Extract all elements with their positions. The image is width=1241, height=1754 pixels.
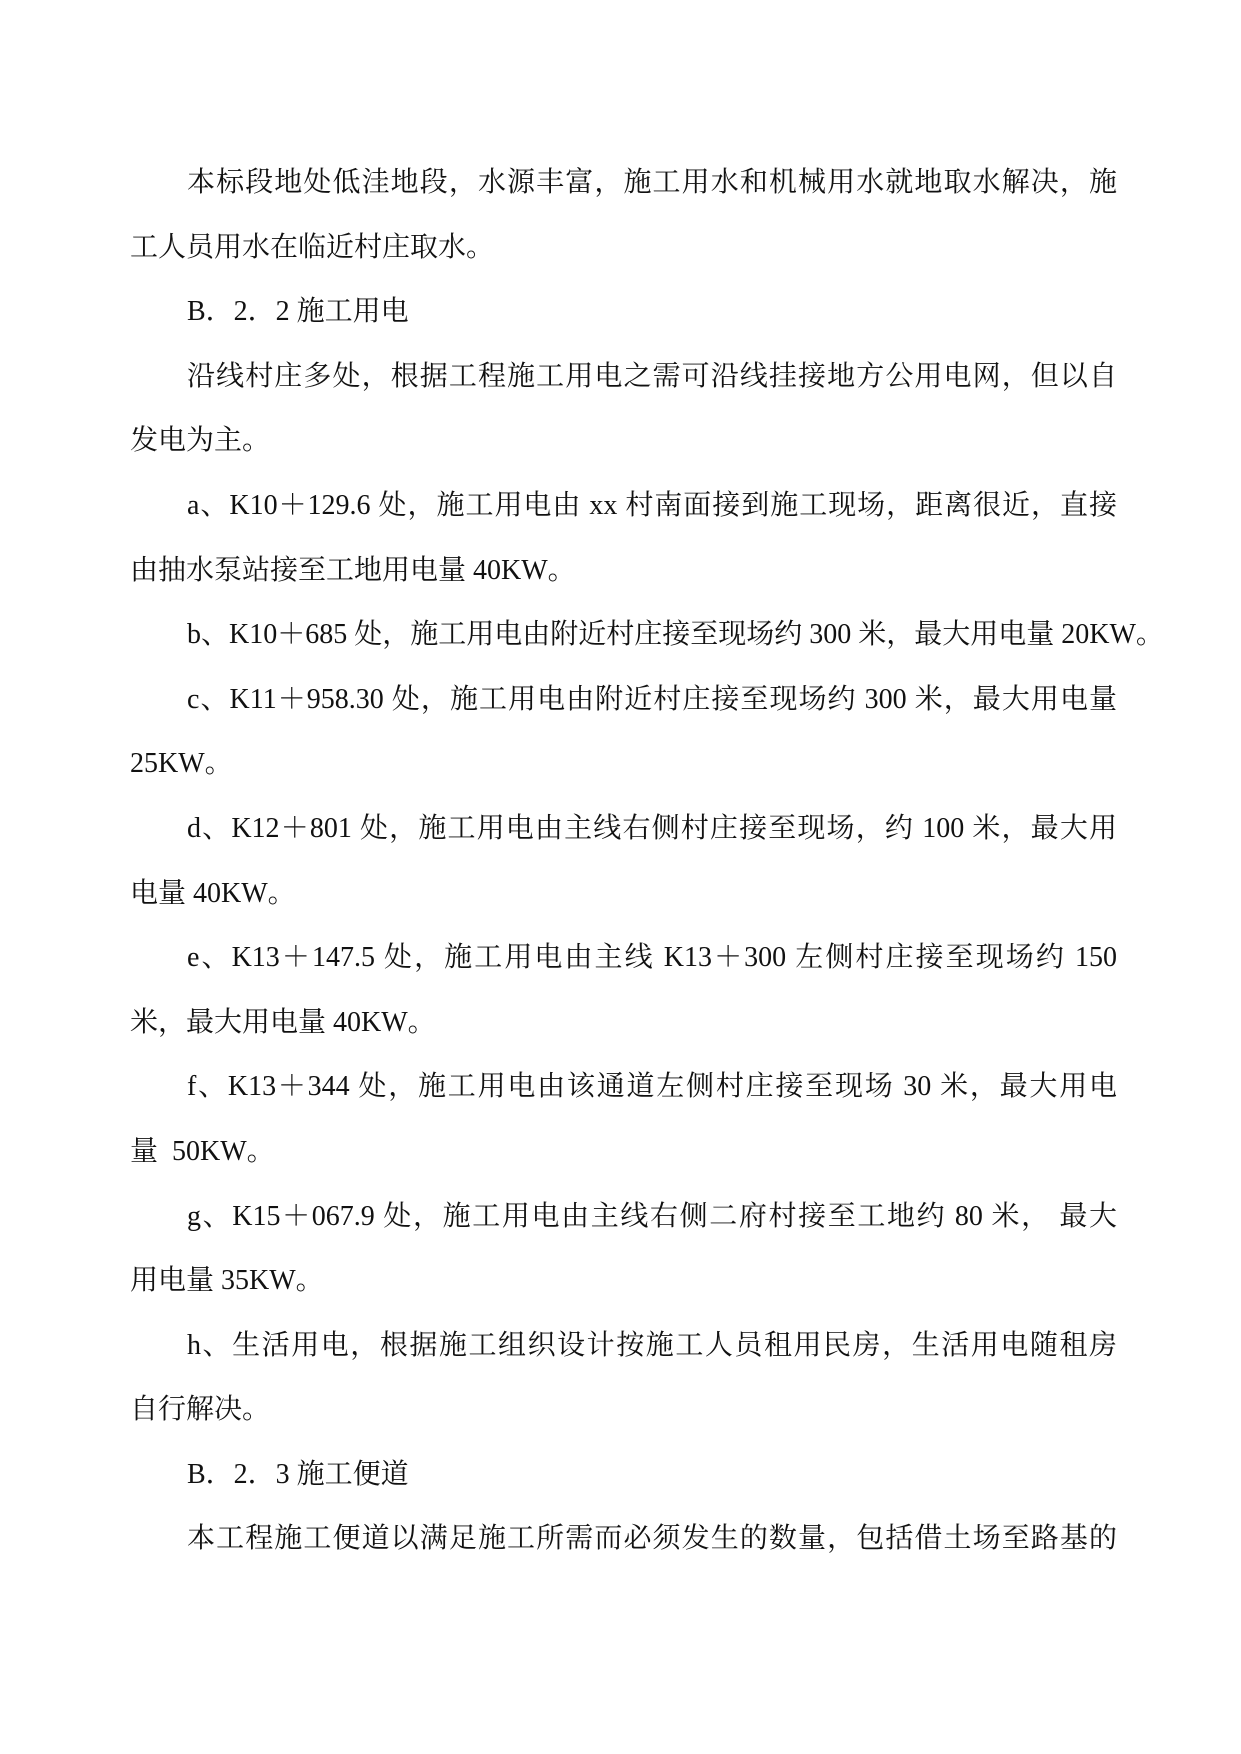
text-line: c、K11＋958.30 处，施工用电由附近村庄接至现场约 300 米，最大用电量	[187, 683, 1117, 715]
section-heading-access-road: B．2．3 施工便道	[187, 1458, 409, 1490]
text-line: f、K13＋344 处，施工用电由该通道左侧村庄接至现场 30 米，最大用电	[187, 1071, 1117, 1103]
paragraph-access-road	[130, 1507, 1117, 1572]
list-item-e	[130, 926, 1117, 1055]
text-line: 电量 40KW。	[130, 877, 296, 909]
text-line: 沿线村庄多处，根据工程施工用电之需可沿线挂接地方公用电网，但以自	[187, 360, 1117, 392]
text-line: a、K10＋129.6 处，施工用电由 xx 村南面接到施工现场，距离很近，直接	[187, 489, 1117, 521]
paragraph-power-intro	[130, 345, 1117, 474]
list-item-c	[130, 668, 1117, 797]
list-item-g	[130, 1185, 1117, 1314]
text-line: 25KW。	[130, 748, 233, 780]
text-line: 工人员用水在临近村庄取水。	[130, 231, 495, 263]
list-item-h	[130, 1314, 1117, 1443]
paragraph-water-supply	[130, 151, 1117, 280]
text-line: 米，最大用电量 40KW。	[130, 1006, 436, 1038]
list-item-a	[130, 474, 1117, 603]
text-line: h、生活用电，根据施工组织设计按施工人员租用民房，生活用电随租房	[187, 1329, 1117, 1361]
text-line: 用电量 35KW。	[130, 1265, 324, 1297]
text-line: 自行解决。	[130, 1394, 271, 1426]
text-line: 由抽水泵站接至工地用电量 40KW。	[130, 554, 576, 586]
text-line: 发电为主。	[130, 425, 271, 457]
text-line: 本工程施工便道以满足施工所需而必须发生的数量，包括借土场至路基的	[187, 1523, 1117, 1555]
text-line: b、K10＋685 处，施工用电由附近村庄接至现场约 300 米，最大用电量 20KW。	[187, 619, 1164, 651]
text-line: d、K12＋801 处，施工用电由主线右侧村庄接至现场，约 100 米，最大用	[187, 812, 1117, 844]
document-body	[130, 151, 1164, 1572]
list-item-d	[130, 797, 1117, 926]
text-line: 量 50KW。	[130, 1135, 275, 1167]
text-line: 本标段地处低洼地段，水源丰富，施工用水和机械用水就地取水解决，施	[187, 167, 1117, 198]
list-item-b	[130, 603, 1164, 668]
section-heading-power: B．2．2 施工用电	[187, 296, 409, 328]
text-line: g、K15＋067.9 处，施工用电由主线右侧二府村接至工地约 80 米， 最大	[187, 1200, 1117, 1232]
list-item-f	[130, 1055, 1117, 1184]
text-line: e、K13＋147.5 处，施工用电由主线 K13＋300 左侧村庄接至现场约 150	[187, 942, 1117, 974]
